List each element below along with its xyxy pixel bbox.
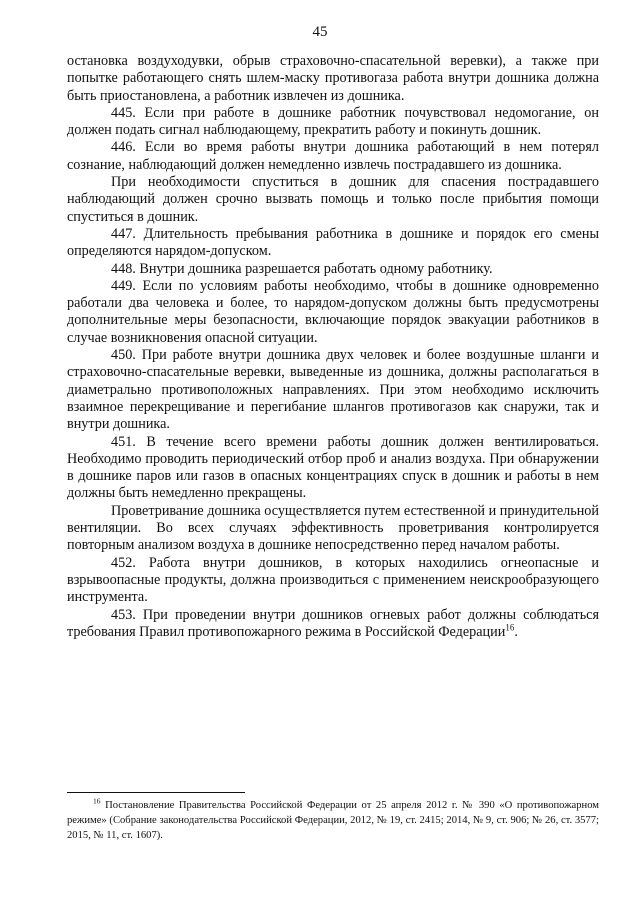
paragraph-451-ventilation: Проветривание дошника осуществляется путем естественной и принудительной вентиляции. Во всех случаях эффективность проветривания контролируется повторным анализом воздуха в дошнике непосредственно перед началом работы.	[67, 502, 599, 554]
body-text	[67, 53, 599, 641]
paragraph-447: 447. Длительность пребывания работника в дошнике и порядок его смены определяются нарядом-допуском.	[67, 225, 599, 260]
paragraph-446-rescue: При необходимости спуститься в дошник для спасения пострадавшего наблюдающий должен срочно вызвать помощь и только после прибытия помощи спуститься в дошник.	[67, 174, 599, 225]
footnote-text: Постановление Правительства Российской Федерации от 25 апреля 2012 г. № 390 «О противопожарном режиме» (Собрание законодательства Российской Федерации, 2012, № 19, ст. 2415; 2014, № 9, ст. 906; № 26, ст. 3577; 2015, № 11, ст. 1607).	[67, 800, 599, 841]
paragraph-445: 445. Если при работе в дошнике работник почувствовал недомогание, он должен подать сигнал наблюдающему, прекратить работу и покинуть дошник.	[67, 104, 599, 139]
footnote-separator	[67, 792, 245, 793]
paragraph-453-text: 453. При проведении внутри дошников огневых работ должны соблюдаться требования Правил противопожарного режима в Российской Федерации	[67, 606, 599, 640]
paragraph-451: 451. В течение всего времени работы дошник должен вентилироваться. Необходимо проводить периодический отбор проб и анализ воздуха. При обнаружении в дошнике паров или газов в опасных концентрациях спуск в дошник и работы в нем должны быть немедленно прекращены.	[67, 433, 599, 502]
footnote-mark: 16	[93, 796, 101, 806]
footnote-entry	[67, 798, 599, 843]
paragraph-448: 448. Внутри дошника разрешается работать одному работнику.	[111, 260, 493, 277]
page-number: 45	[312, 24, 328, 40]
paragraph-450: 450. При работе внутри дошника двух человек и более воздушные шланги и страховочно-спасательные веревки, выведенные из дошника, должны располагаться в диаметрально противоположных направлениях. При этом необходимо исключить взаимное перекрещивание и перегибание шлангов противогазов как снаружи, так и внутри дошника.	[67, 347, 599, 433]
paragraph-453: 453. При проведении внутри дошников огневых работ должны соблюдаться требования Правил противопожарного режима в Российской Федерации$^{16}$.	[67, 606, 599, 640]
footnote-reference: 16	[505, 622, 515, 633]
footnote	[67, 798, 599, 843]
paragraph-446: 446. Если во время работы внутри дошника работающий в нем потерял сознание, наблюдающий должен немедленно извлечь пострадавшего из дошника.	[67, 139, 599, 173]
paragraph-continuation: остановка воздуходувки, обрыв страховочно-спасательной веревки), а также при попытке работающего снять шлем-маску противогаза работа внутри дошника должна быть приостановлена, а работник извлечен из дошника.	[67, 53, 599, 104]
paragraph-449: 449. Если по условиям работы необходимо, чтобы в дошнике одновременно работали два человека и более, то нарядом-допуском должны быть предусмотрены дополнительные меры безопасности, включающие порядок эвакуации работников в случае возникновения опасной ситуации.	[67, 277, 599, 346]
paragraph-452: 452. Работа внутри дошников, в которых находились огнеопасные и взрывоопасные продукты, должна производиться с применением неискрообразующего инструмента.	[67, 554, 599, 606]
